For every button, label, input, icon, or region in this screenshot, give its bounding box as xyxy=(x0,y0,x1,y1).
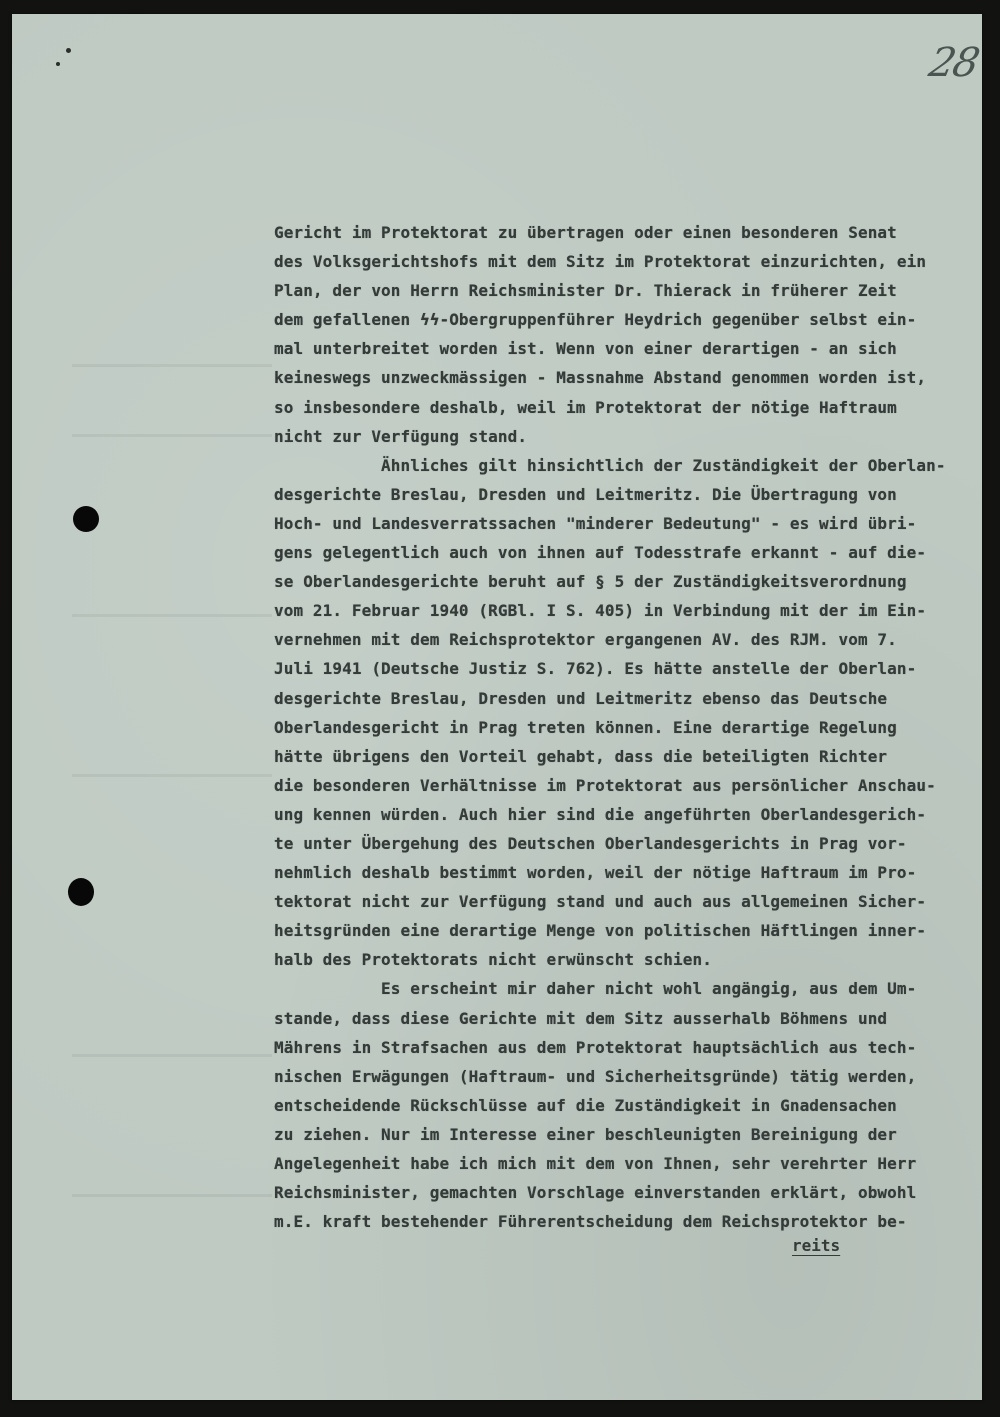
body-line: halb des Protektorats nicht erwünscht schien. xyxy=(274,950,712,970)
body-line: tektorat nicht zur Verfügung stand und auch aus allgemeinen Sicher- xyxy=(274,892,927,912)
body-line: zu ziehen. Nur im Interesse einer beschleunigten Bereinigung der xyxy=(274,1124,897,1144)
body-line: stande, dass diese Gerichte mit dem Sitz ausserhalb Böhmens und xyxy=(274,1008,888,1028)
body-line: hätte übrigens den Vorteil gehabt, dass die beteiligten Richter xyxy=(274,746,888,766)
show-through-trace xyxy=(72,364,272,367)
punch-hole-lower xyxy=(68,878,94,906)
body-line: nehmlich deshalb bestimmt worden, weil der nötige Haftraum im Pro- xyxy=(274,863,917,883)
show-through-trace xyxy=(72,1054,272,1057)
body-line: m.E. kraft bestehender Führerentscheidung dem Reichsprotektor be- xyxy=(274,1212,907,1232)
body-line: so insbesondere deshalb, weil im Protektorat der nötige Haftraum xyxy=(274,397,897,417)
body-line: desgerichte Breslau, Dresden und Leitmeritz ebenso das Deutsche xyxy=(274,688,888,708)
body-line: Reichsminister, gemachten Vorschlage einverstanden erklärt, obwohl xyxy=(274,1183,917,1203)
body-line: te unter Übergehung des Deutschen Oberlandesgerichts in Prag vor- xyxy=(274,833,907,853)
body-line: entscheidende Rückschlüsse auf die Zuständigkeit in Gnadensachen xyxy=(274,1095,897,1115)
show-through-trace xyxy=(72,1194,272,1197)
body-line: Mährens in Strafsachen aus dem Protektorat hauptsächlich aus tech- xyxy=(274,1037,917,1057)
punch-hole-upper xyxy=(73,506,99,532)
show-through-trace xyxy=(72,434,272,437)
show-through-trace xyxy=(72,774,272,777)
body-line: Angelegenheit habe ich mich mit dem von Ihnen, sehr verehrter Herr xyxy=(274,1154,917,1173)
ink-speck xyxy=(56,62,60,66)
body-line: des Volksgerichtshofs mit dem Sitz im Protektorat einzurichten, ein xyxy=(274,252,927,272)
body-line: se Oberlandesgerichte beruht auf § 5 der Zuständigkeitsverordnung xyxy=(274,572,907,592)
body-line: keineswegs unzweckmässigen - Massnahme Abstand genommen worden ist, xyxy=(274,368,927,388)
body-line: Plan, der von Herrn Reichsminister Dr. Thierack in früherer Zeit xyxy=(274,281,897,301)
catchword: reits xyxy=(792,1236,841,1255)
body-line: nicht zur Verfügung stand. xyxy=(274,426,528,446)
body-line: Juli 1941 (Deutsche Justiz S. 762). Es hätte anstelle der Oberlan- xyxy=(274,659,917,679)
ink-speck xyxy=(66,48,71,53)
body-line: heitsgründen eine derartige Menge von politischen Häftlingen inner- xyxy=(274,921,927,941)
body-line: vom 21. Februar 1940 (RGBl. I S. 405) in Verbindung mit der im Ein- xyxy=(274,601,927,621)
body-line: die besonderen Verhältnisse im Protektorat aus persönlicher Anschau- xyxy=(274,775,936,795)
typewritten-body xyxy=(274,218,964,1236)
body-line: Gericht im Protektorat zu übertragen oder einen besonderen Senat xyxy=(274,223,897,242)
body-line: Ähnliches gilt hinsichtlich der Zuständigkeit der Oberlan- xyxy=(274,455,946,475)
body-line: dem gefallenen ϟϟ-Obergruppenführer Heydrich gegenüber selbst ein- xyxy=(274,310,917,330)
body-line: desgerichte Breslau, Dresden und Leitmeritz. Die Übertragung von xyxy=(274,484,897,504)
handwritten-page-number: 28 xyxy=(925,40,982,86)
body-line: vernehmen mit dem Reichsprotektor ergangenen AV. des RJM. vom 7. xyxy=(274,630,897,650)
show-through-trace xyxy=(72,614,272,617)
body-line: ung kennen würden. Auch hier sind die angeführten Oberlandesgerich- xyxy=(274,804,927,824)
body-line: Es erscheint mir daher nicht wohl angängig, aus dem Um- xyxy=(274,979,917,999)
body-line: nischen Erwägungen (Haftraum- und Sicherheitsgründe) tätig werden, xyxy=(274,1066,917,1086)
body-line: mal unterbreitet worden ist. Wenn von einer derartigen - an sich xyxy=(274,339,897,359)
body-line: Hoch- und Landesverratssachen "minderer Bedeutung" - es wird übri- xyxy=(274,513,917,533)
body-line: gens gelegentlich auch von ihnen auf Todesstrafe erkannt - auf die- xyxy=(274,543,927,563)
body-line: Oberlandesgericht in Prag treten können. Eine derartige Regelung xyxy=(274,717,897,737)
